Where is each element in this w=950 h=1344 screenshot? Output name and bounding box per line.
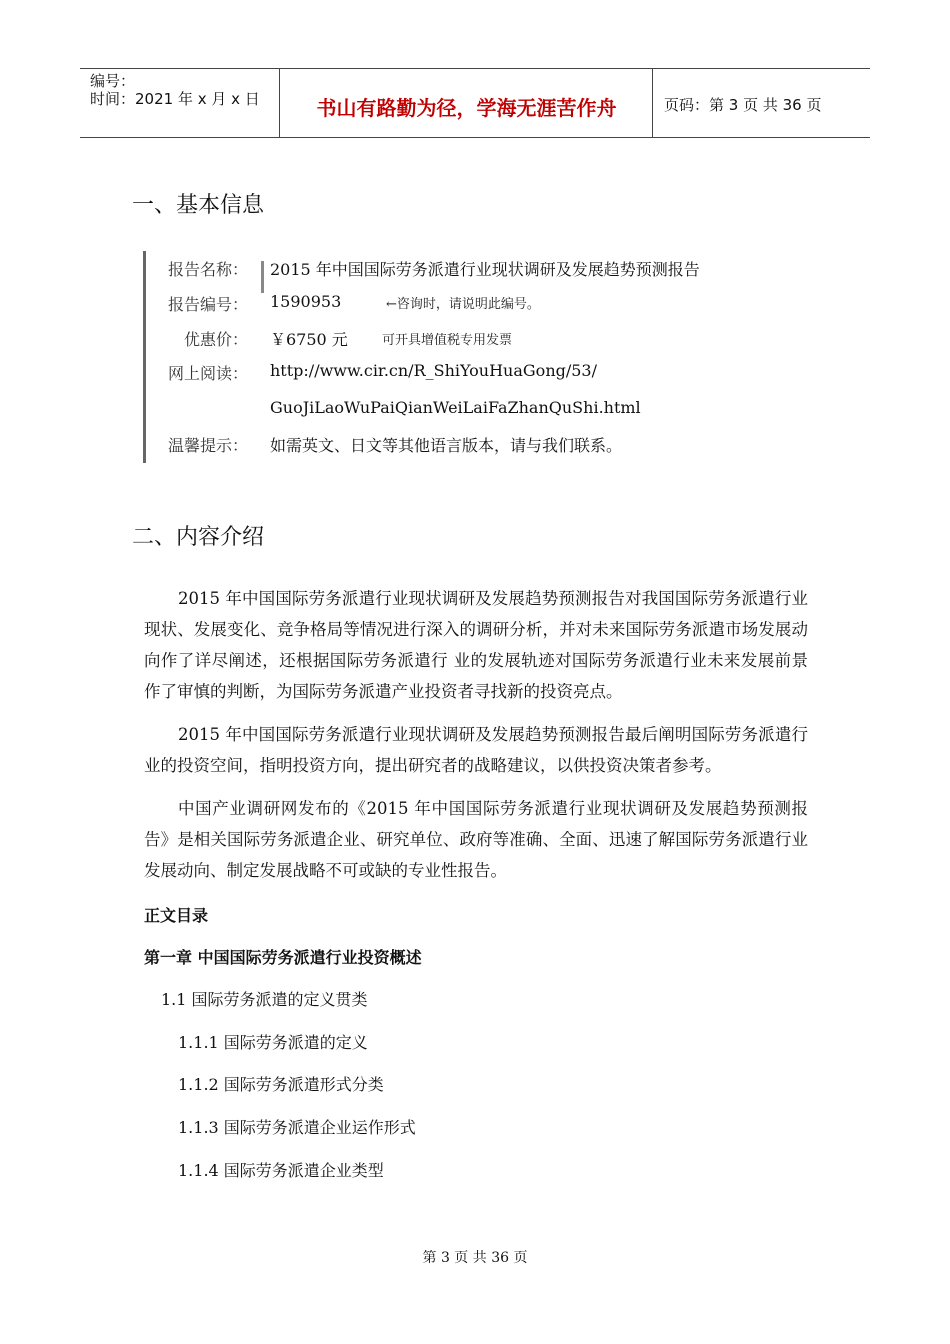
info-label-price: 优惠价： bbox=[183, 330, 248, 349]
info-value-price: ￥6750 元 bbox=[270, 330, 348, 349]
section-title-basic-info: 一、基本信息 bbox=[132, 193, 265, 218]
toc-chapter-1[interactable]: 第一章 中国国际劳务派遣行业投资概述 bbox=[144, 948, 422, 967]
info-price-note: 可开具增值税专用发票 bbox=[382, 333, 513, 348]
field-divider bbox=[261, 261, 264, 293]
header-motto: 书山有路勤为径，学海无涯苦作舟 bbox=[281, 69, 653, 137]
page-footer: 第 3 页 共 36 页 bbox=[422, 1250, 528, 1266]
header-meta bbox=[80, 69, 280, 137]
header-time: 时间：2021 年 x 月 x 日 bbox=[90, 90, 260, 108]
header-number: 编号： bbox=[90, 72, 136, 90]
info-value-name: 2015 年中国国际劳务派遣行业现状调研及发展趋势预测报告 bbox=[270, 260, 700, 279]
info-url-line1[interactable]: http://www.cir.cn/R_ShiYouHuaGong/53/ bbox=[270, 361, 597, 380]
intro-paragraph-1: 2015 年中国国际劳务派遣行业现状调研及发展趋势预测报告对我国国际劳务派遣行业现状、发展变化、竞争格局等情况进行深入的调研分析，并对未来国际劳务派遣市场发展动向作了详尽阐述，还根据国际劳务派遣行 业的发展轨迹对国际劳务派遣行业未来发展前景作了审慎的判断，为国际劳务派遣产业投资者寻找新的投资亮点。 bbox=[144, 589, 808, 701]
header-page-info: 页码：第 3 页 共 36 页 bbox=[664, 95, 822, 114]
section-title-content: 二、内容介绍 bbox=[132, 525, 265, 550]
toc-item[interactable]: 1.1.3 国际劳务派遣企业运作形式 bbox=[178, 1118, 416, 1137]
intro-paragraph-3: 中国产业调研网发布的《2015 年中国国际劳务派遣行业现状调研及发展趋势预测报告》是相关国际劳务派遣企业、研究单位、政府等准确、全面、迅速了解国际劳务派遣行业发展动向、制定发展战略不可或缺的专业性报告。 bbox=[144, 799, 808, 880]
toc-item[interactable]: 1.1.4 国际劳务派遣企业类型 bbox=[178, 1161, 384, 1180]
info-label-url: 网上阅读： bbox=[167, 364, 248, 383]
info-value-code: 1590953 bbox=[270, 292, 342, 311]
intro-paragraph-2: 2015 年中国国际劳务派遣行业现状调研及发展趋势预测报告最后阐明国际劳务派遣行业的投资空间，指明投资方向，提出研究者的战略建议，以供投资决策者参考。 bbox=[144, 725, 808, 775]
document-header bbox=[80, 68, 870, 138]
toc-item[interactable]: 1.1 国际劳务派遣的定义贯类 bbox=[161, 990, 368, 1009]
info-code-note: ←咨询时，请说明此编号。 bbox=[386, 297, 540, 312]
info-label-tip: 温馨提示： bbox=[167, 436, 248, 455]
toc-item[interactable]: 1.1.1 国际劳务派遣的定义 bbox=[178, 1033, 368, 1052]
info-label-name: 报告名称： bbox=[167, 260, 248, 279]
info-label-code: 报告编号： bbox=[167, 295, 248, 314]
toc-item[interactable]: 1.1.2 国际劳务派遣形式分类 bbox=[178, 1075, 384, 1094]
info-url-line2[interactable]: GuoJiLaoWuPaiQianWeiLaiFaZhanQuShi.html bbox=[270, 398, 641, 417]
basic-info-box bbox=[143, 251, 746, 463]
toc-heading: 正文目录 bbox=[144, 906, 209, 925]
info-value-tip: 如需英文、日文等其他语言版本，请与我们联系。 bbox=[270, 436, 623, 455]
